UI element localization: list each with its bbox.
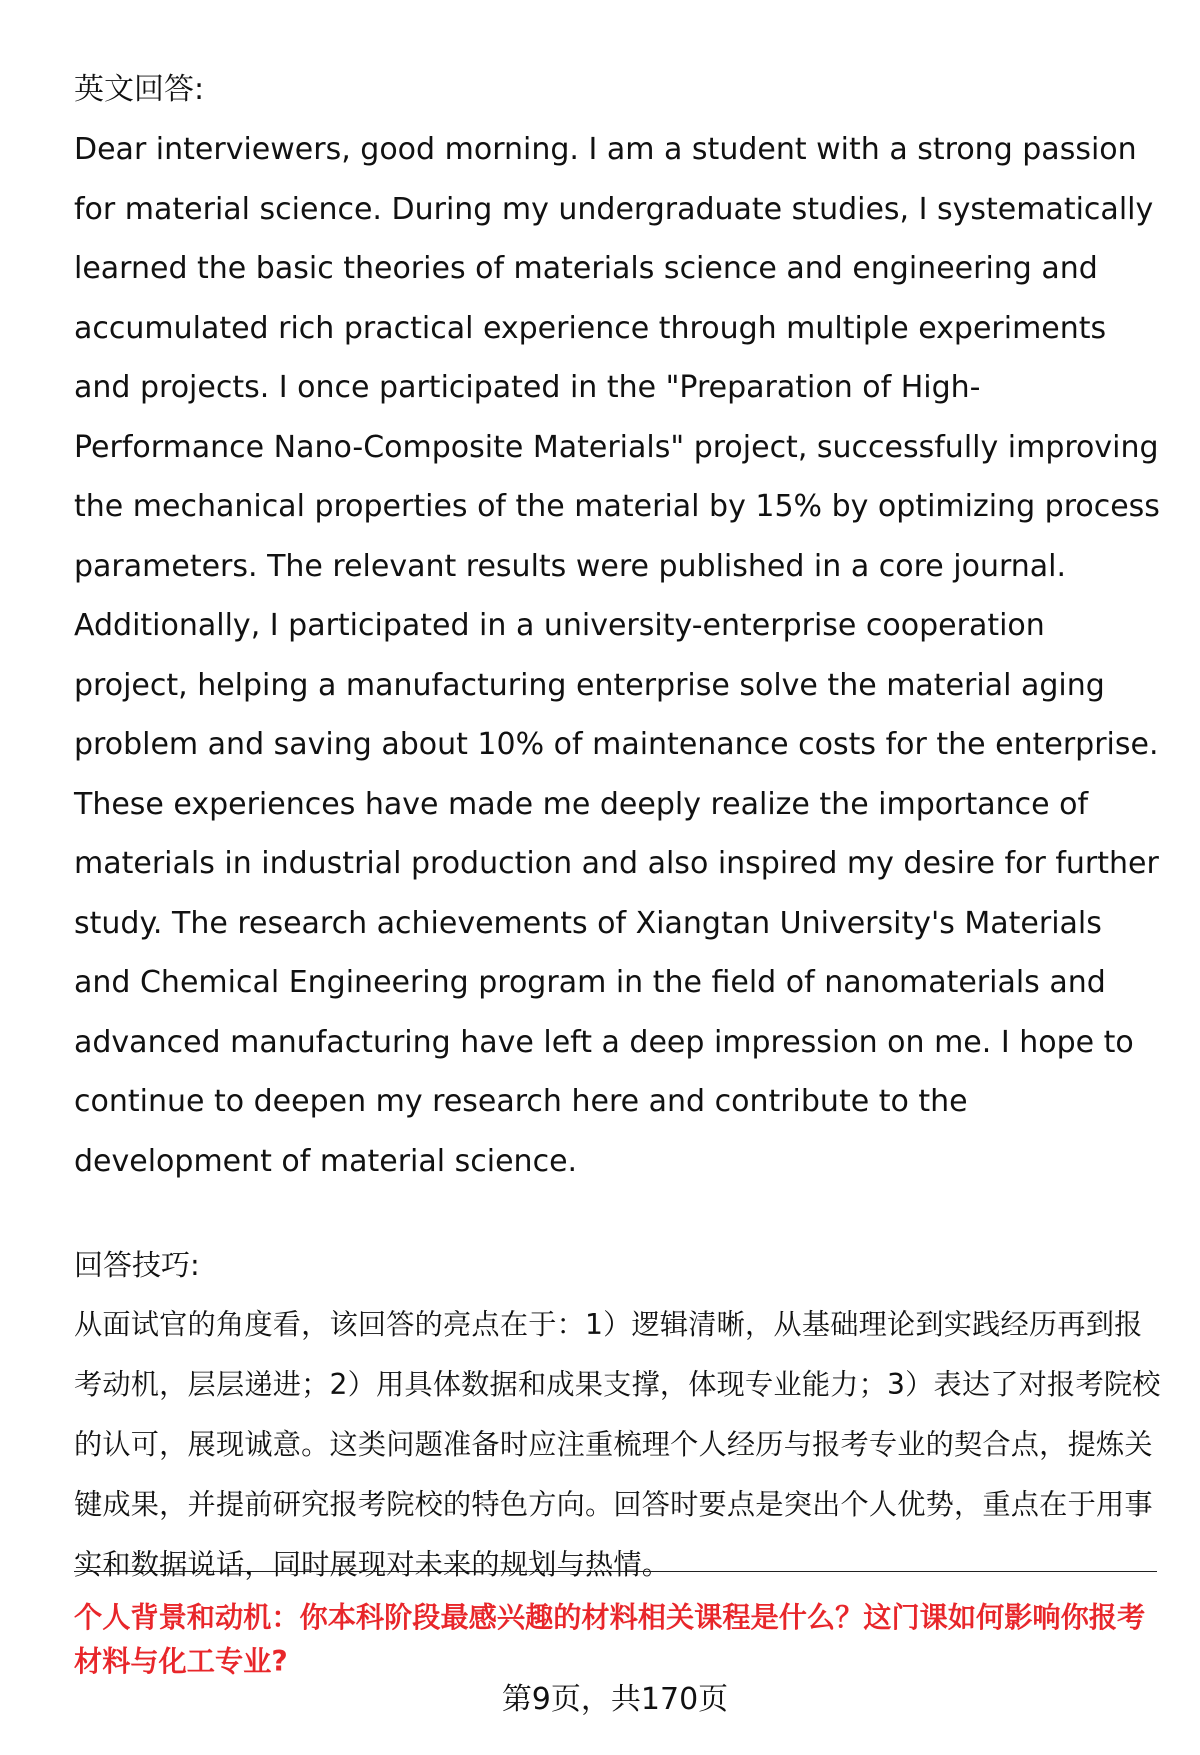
next-question-heading: 个人背景和动机：你本科阶段最感兴趣的材料相关课程是什么？这门课如何影响你报考材料与化工专业? <box>74 1601 1146 1678</box>
tips-label: 回答技巧: <box>74 1248 200 1282</box>
section-divider <box>74 1571 1157 1572</box>
tips-text: 从面试官的角度看，该回答的亮点在于：1）逻辑清晰，从基础理论到实践经历再到报考动机，层层递进；2）用具体数据和成果支撑，体现专业能力；3）表达了对报考院校的认可，展现诚意。这类问题准备时应注重梳理个人经历与报考专业的契合点，提炼关键成果，并提前研究报考院校的特色方向。回答时要点是突出个人优势，重点在于用事实和数据说话，同时展现对未来的规划与热情。 <box>74 1308 1161 1581</box>
english-answer-label: 英文回答: <box>74 72 205 107</box>
page-indicator: 第9页，共170页 <box>501 1682 729 1717</box>
answer-content <box>74 60 1164 1595</box>
english-answer-text: Dear interviewers, good morning. I am a student with a strong passion for material science. During my undergraduate studies, I systematically learned the basic theories of materials science and engineering and accumulated rich practical experience through multiple experiments and projects. I once participated in the "Preparation of High-Performance Nano-Composite Materials" project, successfully improving the mechanical properties of the material by 15% by optimizing process parameters. The relevant results were published in a core journal. Additionally, I participated in a university-enterprise cooperation project, helping a manufacturing enterprise solve the material aging problem and saving about 10% of maintenance costs for the enterprise. These experiences have made me deeply realize the importance of materials in industrial production and also inspired my desire for further study. The research achievements of Xiangtan University's Materials and Chemical Engineering program in the field of nanomaterials and advanced manufacturing have left a deep impression on me. I hope to continue to deepen my research here and contribute to the development of material science. <box>74 132 1160 1179</box>
